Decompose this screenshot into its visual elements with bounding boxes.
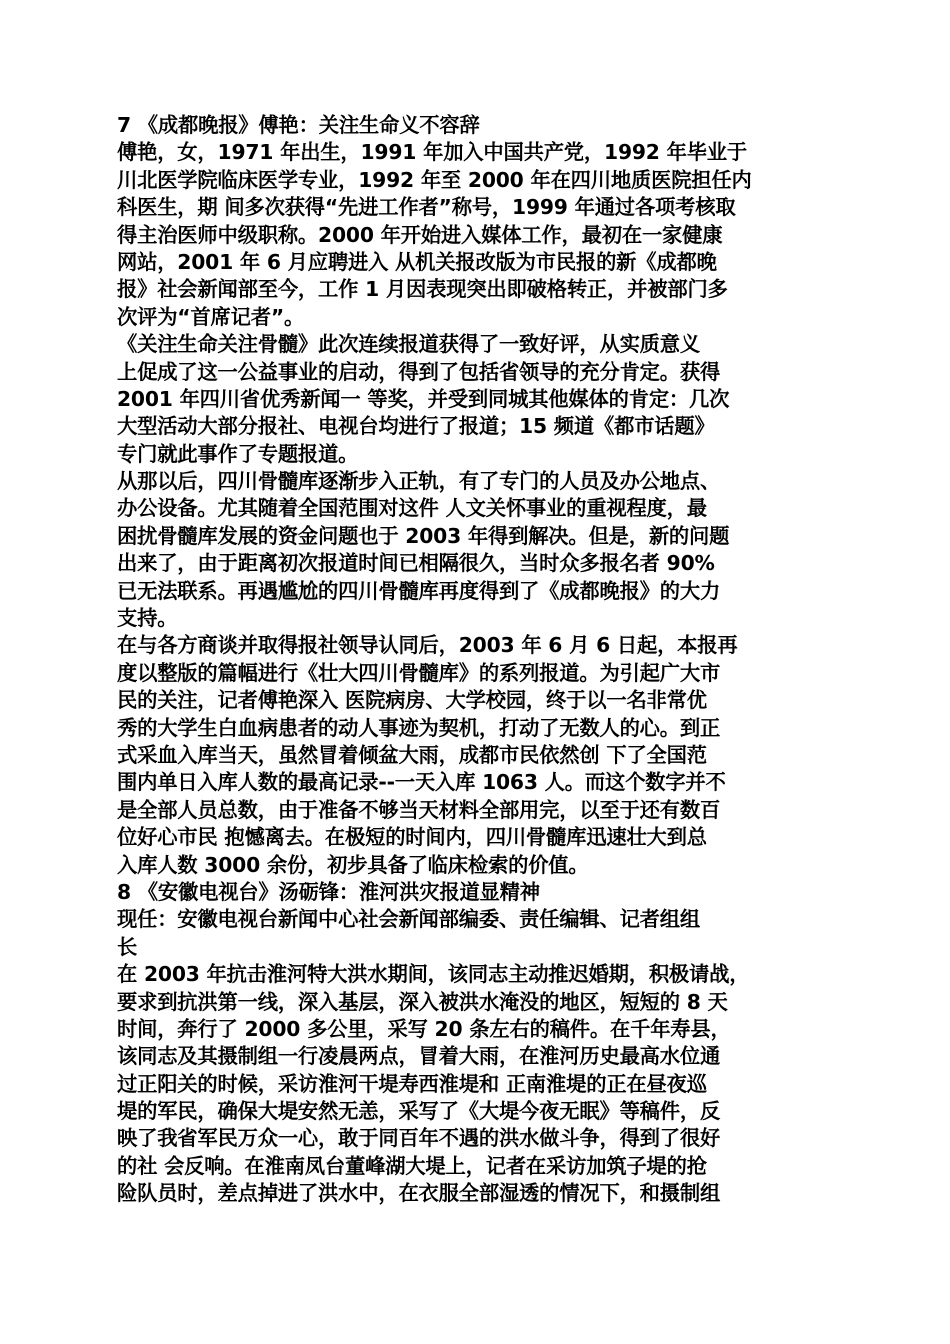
- text-line: 秀的大学生白血病患者的动人事迹为契机，打动了无数人的心。到正: [117, 715, 721, 740]
- text-line: 科医生，期 间多次获得“先进工作者”称号，1999 年通过各项考核取: [117, 195, 736, 220]
- text-line: 专门就此事作了专题报道。: [117, 441, 359, 466]
- text-line: 现任：安徽电视台新闻中心社会新闻部编委、责任编辑、记者组组: [117, 907, 700, 932]
- text-line: 要求到抗洪第一线，深入基层，深入被洪水淹没的地区，短短的 8 天: [117, 989, 728, 1014]
- text-line: 式采血入库当天，虽然冒着倾盆大雨，成都市民依然创 下了全国范: [117, 742, 707, 767]
- text-line: 从那以后，四川骨髓库逐渐步入正轨，有了专门的人员及办公地点、: [117, 469, 721, 494]
- text-line: 已无法联系。再遇尴尬的四川骨髓库再度得到了《成都晚报》的大力: [117, 578, 721, 603]
- text-line: 险队员时，差点掉进了洪水中，在衣服全部湿透的情况下，和摄制组: [117, 1181, 721, 1206]
- text-line: 出来了，由于距离初次报道时间已相隔很久，当时众多报名者 90%: [117, 551, 715, 576]
- text-line: 位好心市民 抱憾离去。在极短的时间内，四川骨髓库迅速壮大到总: [117, 825, 707, 850]
- text-line: 办公设备。尤其随着全国范围对这件 人文关怀事业的重视程度，最: [117, 496, 707, 521]
- text-line: 该同志及其摄制组一行凌晨两点，冒着大雨，在淮河历史最高水位通: [117, 1044, 721, 1069]
- text-line: 是全部人员总数，由于准备不够当天材料全部用完，以至于还有数百: [117, 797, 721, 822]
- text-line: 大型活动大部分报社、电视台均进行了报道；15 频道《都市话题》: [117, 414, 715, 439]
- text-line: 度以整版的篇幅进行《壮大四川骨髓库》的系列报道。为引起广大市: [117, 660, 721, 685]
- text-line: 入库人数 3000 余份，初步具备了临床检索的价值。: [117, 852, 589, 877]
- text-line: 支持。: [117, 606, 178, 631]
- text-line: 过正阳关的时候，采访淮河干堤寿西淮堤和 正南淮堤的正在昼夜巡: [117, 1071, 707, 1096]
- text-line: 长: [117, 934, 138, 959]
- text-line: 围内单日入库人数的最高记录--一天入库 1063 人。而这个数字并不: [117, 770, 726, 795]
- text-line: 《关注生命关注骨髓》此次连续报道获得了一致好评，从实质意义: [117, 332, 700, 357]
- text-line: 傅艳，女，1971 年出生，1991 年加入中国共产党，1992 年毕业于: [117, 140, 748, 165]
- text-line: 在 2003 年抗击淮河特大洪水期间，该同志主动推迟婚期，积极请战，: [117, 962, 750, 987]
- text-line: 7 《成都晚报》傅艳：关注生命义不容辞: [117, 113, 480, 137]
- text-line: 得主治医师中级职称。2000 年开始进入媒体工作，最初在一家健康: [117, 222, 723, 247]
- text-line: 映了我省军民万众一心，敢于同百年不遇的洪水做斗争，得到了很好: [117, 1126, 721, 1151]
- text-line: 的社 会反响。在淮南凤台董峰湖大堤上，记者在采访加筑子堤的抢: [117, 1153, 707, 1178]
- text-line: 次评为“首席记者”。: [117, 304, 305, 329]
- text-line: 网站，2001 年 6 月应聘进入 从机关报改版为市民报的新《成都晚: [117, 249, 717, 274]
- text-line: 困扰骨髓库发展的资金问题也于 2003 年得到解决。但是，新的问题: [117, 523, 730, 548]
- text-line: 报》社会新闻部至今，工作 1 月因表现突出即破格转正，并被部门多: [117, 277, 728, 302]
- text-line: 时间，奔行了 2000 多公里，采写 20 条左右的稿件。在千年寿县，: [117, 1016, 731, 1041]
- text-line: 在与各方商谈并取得报社领导认同后，2003 年 6 月 6 日起，本报再: [117, 633, 738, 658]
- text-line: 民的关注，记者傅艳深入 医院病房、大学校园，终于以一名非常优: [117, 688, 707, 713]
- text-line: 8 《安徽电视台》汤砺锋：淮河洪灾报道显精神: [117, 879, 540, 904]
- text-line: 堤的军民，确保大堤安然无恙，采写了《大堤今夜无眠》等稿件，反: [117, 1099, 721, 1124]
- document-body: [117, 112, 837, 1208]
- text-line: 2001 年四川省优秀新闻一 等奖，并受到同城其他媒体的肯定：几次: [117, 386, 730, 411]
- text-line: 川北医学院临床医学专业，1992 年至 2000 年在四川地质医院担任内: [117, 167, 752, 192]
- text-line: 上促成了这一公益事业的启动，得到了包括省领导的充分肯定。获得: [117, 359, 721, 384]
